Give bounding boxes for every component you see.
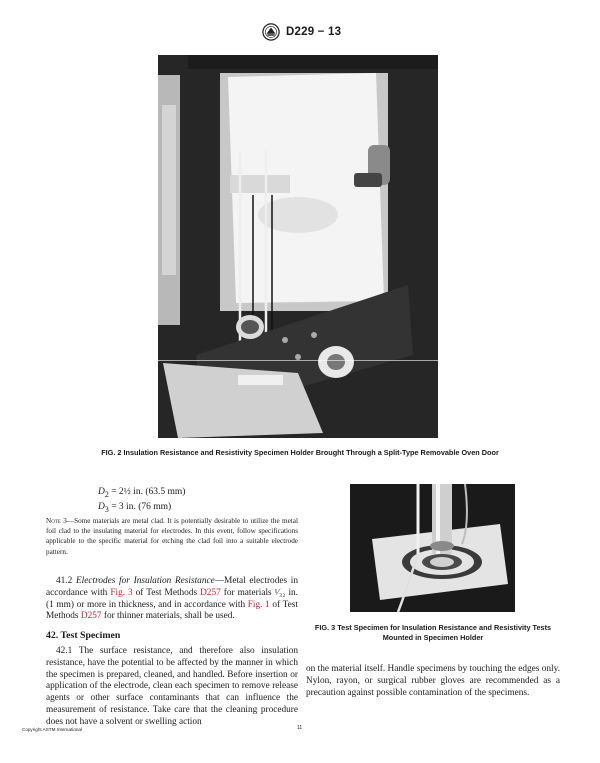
figure-2-photo (158, 55, 438, 438)
para-41-2-text: for materials ¹⁄₃₂ in. (1 mm) or more in thickness, and in accordance with (46, 587, 298, 610)
note-3-label: Note 3 (46, 517, 67, 525)
equation-d2 (98, 486, 185, 501)
paragraph-41-2 (46, 576, 298, 623)
figure-3-caption: FIG. 3 Test Specimen for Insulation Resistance and Resistivity Tests Mounted in Specimen Holder (314, 623, 552, 642)
eq-d3-sub: 3 (104, 504, 109, 514)
link-fig-1[interactable]: Fig. 1 (247, 599, 270, 610)
para-41-2-text: —Metal electrodes in accordance with (46, 576, 299, 598)
eq-d2-var: D (98, 487, 105, 497)
page-number: 11 (297, 725, 303, 731)
para-41-2-number: 41.2 (56, 576, 73, 586)
paragraph-42-1: 42.1 The surface resistance, and therefore also insulation resistance, have the potential to be affected by the manner in which the specimen is prepared, cleaned, and handled. Before insertion or application of the electrode, clean each specimen to remove release agents or other surface contaminants that can influence the measurement of resistance. Take care that the cleaning procedure does not have a solvent or swelling action (46, 646, 298, 727)
link-d257[interactable]: D257 (80, 611, 102, 622)
eq-d3-var: D (98, 501, 105, 512)
link-d257[interactable]: D257 (200, 587, 221, 598)
note-3-text: —Some materials are metal clad. It is potentially desirable to utilize the metal foil clad to the insulating material for electrodes. In this event, follow specifications applicable to the specific material for etching the clad foil into a suitable electrode pattern. (46, 517, 298, 556)
standard-code: D229 − 13 (286, 26, 342, 38)
page-header (262, 22, 341, 42)
figure-2-caption: FIG. 2 Insulation Resistance and Resistivity Specimen Holder Brought Through a Split-Type Removable Oven Door (101, 448, 499, 457)
link-fig-3[interactable]: Fig. 3 (110, 587, 133, 598)
para-41-2-title: Electrodes for Insulation Resistance (75, 576, 215, 586)
eq-d2-sub: 2 (104, 489, 109, 499)
para-41-2-text: of Test Methods (132, 587, 201, 598)
footer-copyright: Copyright ASTM International (22, 727, 83, 732)
para-41-2-text: for thinner materials, shall be used. (101, 611, 235, 622)
equation-block (98, 486, 185, 516)
para-41-2-text: of Test Methods (46, 599, 299, 622)
eq-d2-value: = 2½ in. (63.5 mm) (108, 487, 186, 497)
section-42-heading: 42. Test Specimen (46, 630, 121, 641)
figure-3-photo (350, 484, 515, 612)
paragraph-42-1-continued: on the material itself. Handle specimens by touching the edges only. Nylon, rayon, or surgical rubber gloves are recommended as a precaution against possible contamination of the specimens. (306, 664, 560, 698)
eq-d3-value: = 3 in. (76 mm) (108, 501, 172, 512)
equation-d3 (98, 501, 185, 516)
note-3 (46, 516, 298, 557)
astm-logo-icon (262, 23, 280, 41)
